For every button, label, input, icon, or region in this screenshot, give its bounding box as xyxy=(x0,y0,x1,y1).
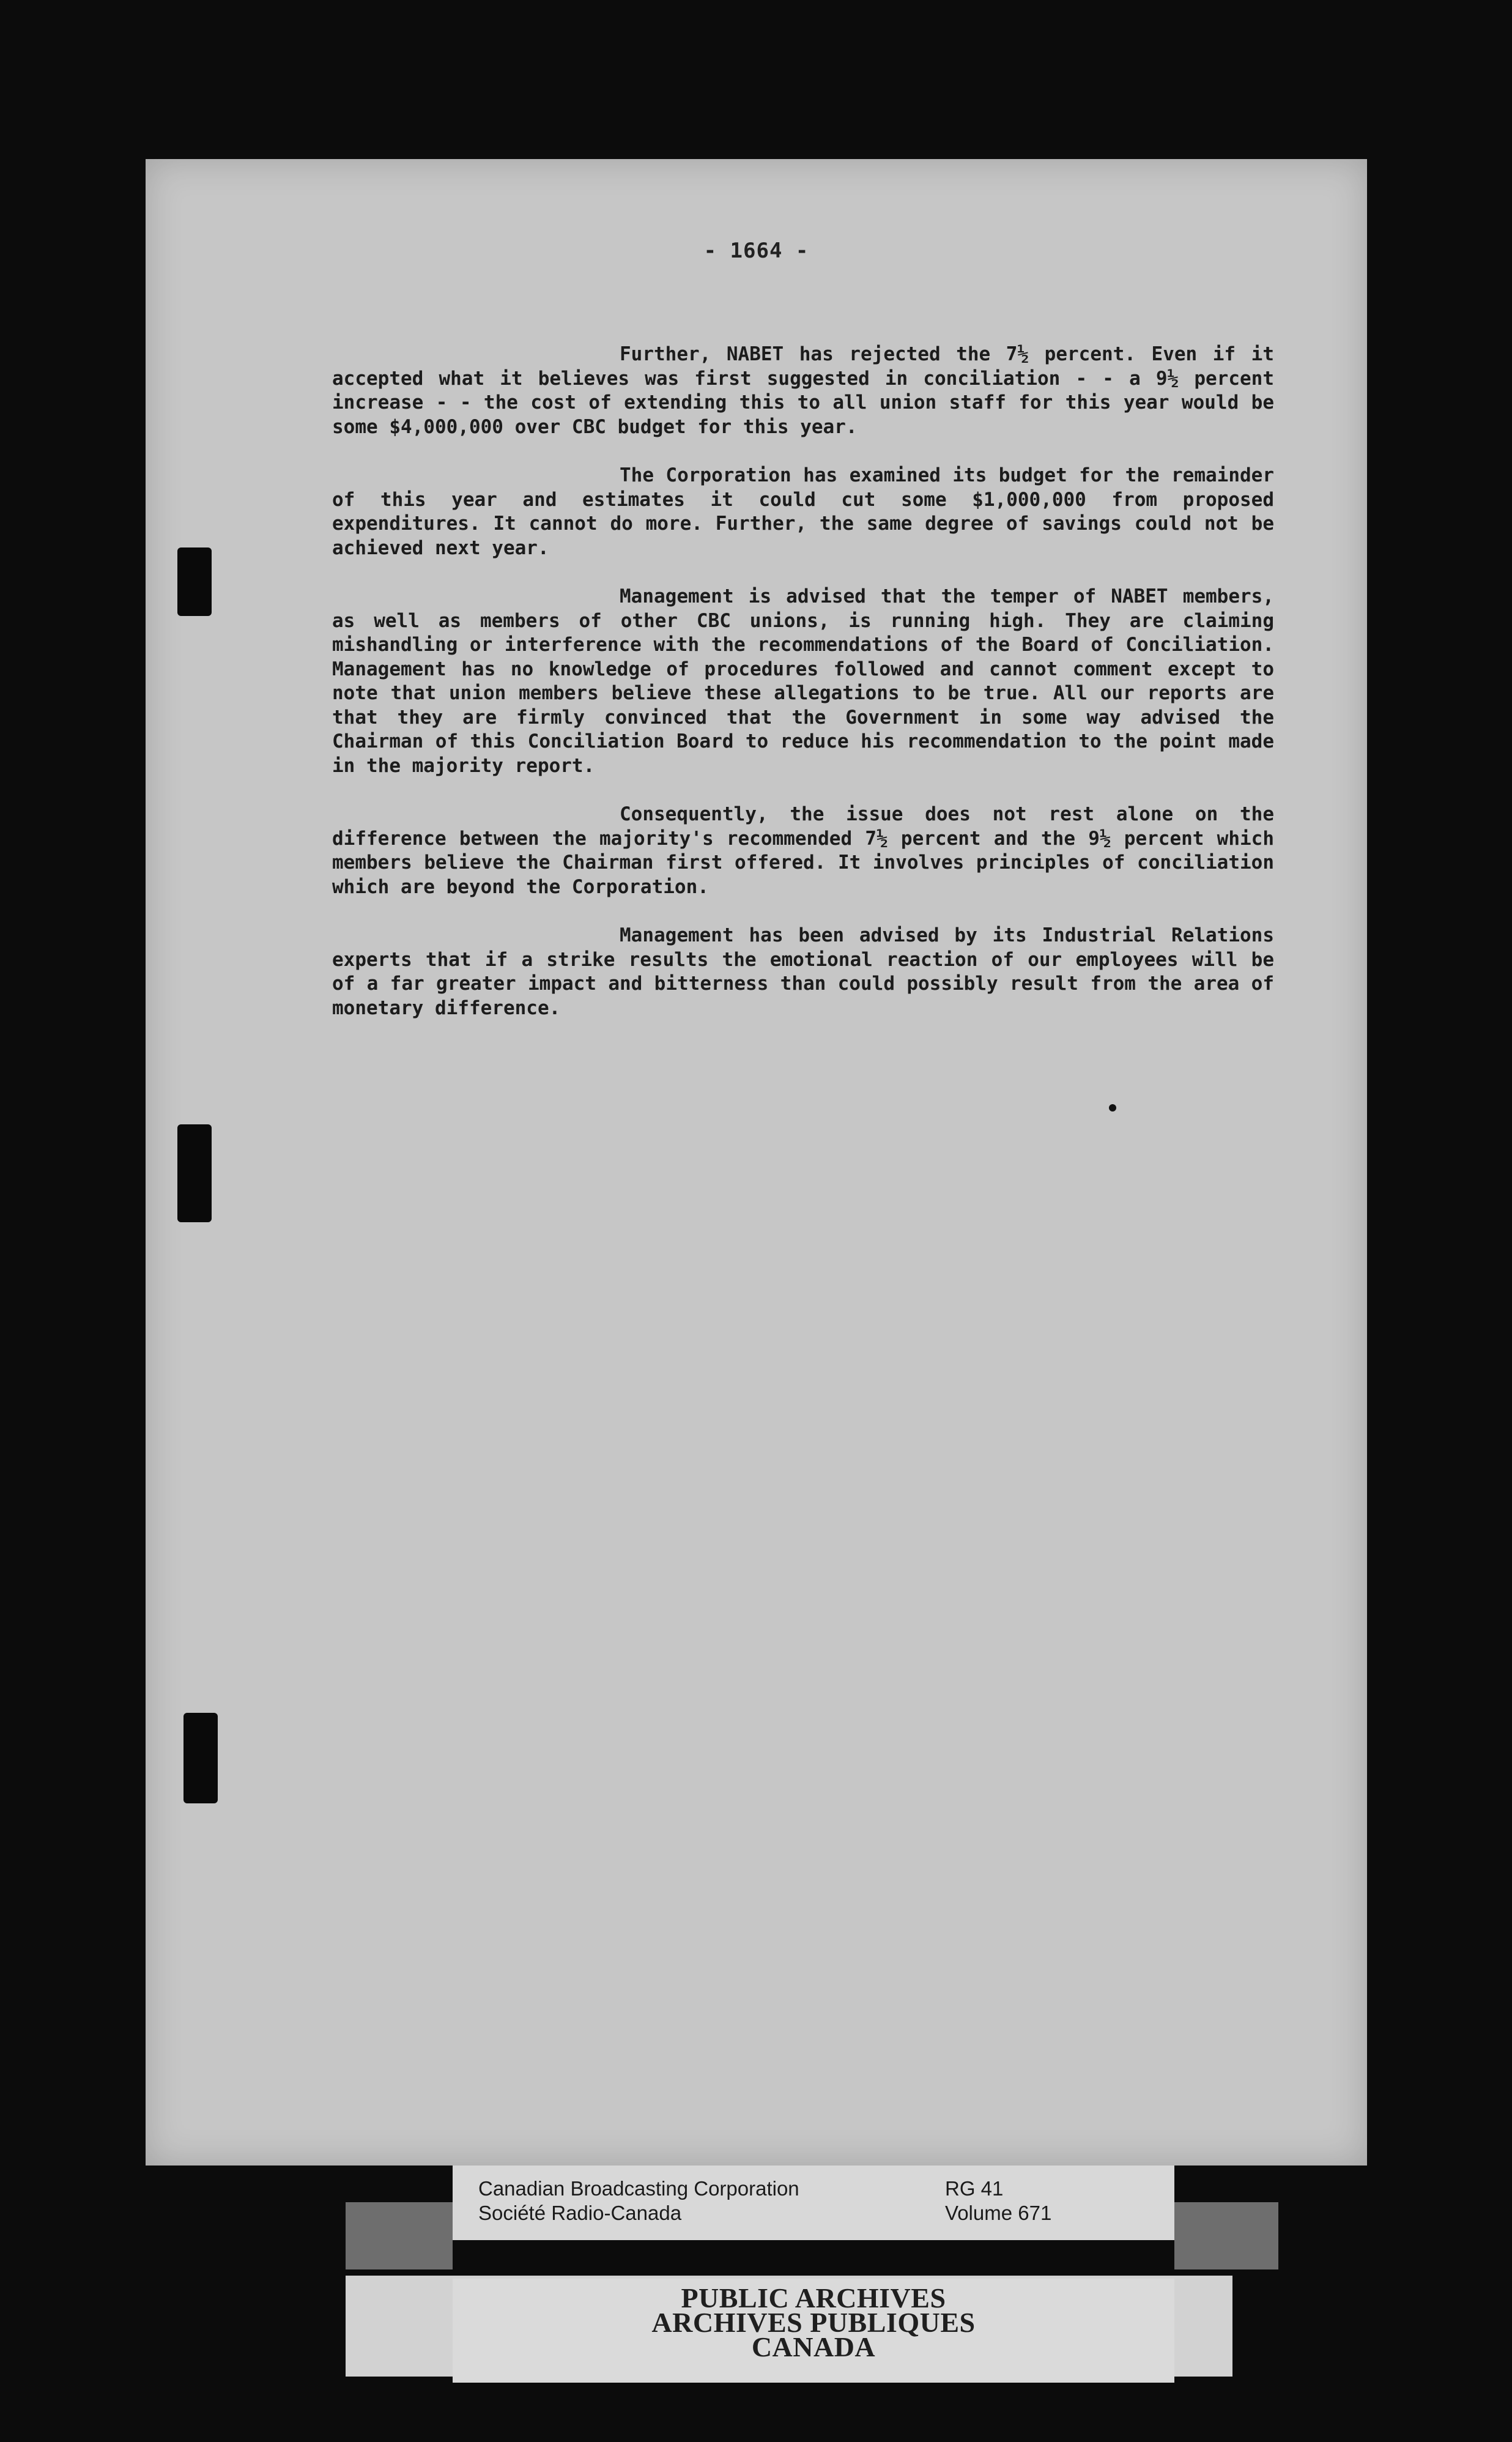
punch-hole-bottom xyxy=(183,1713,218,1803)
stamp-line-3: CANADA xyxy=(751,2331,876,2362)
fonds-french: Société Radio-Canada xyxy=(478,2202,682,2224)
stamp-line-2: ARCHIVES PUBLIQUES xyxy=(651,2307,976,2338)
paragraph-strike-impact: Management has been advised by its Industrial Relations experts that if a strike results the emotional reaction of our employees will be of a far greater impact and bitterness than could possibly result from the area of monetary difference. xyxy=(332,924,1274,1019)
fonds-english: Canadian Broadcasting Corporation xyxy=(478,2177,799,2200)
archive-label-reference xyxy=(945,2177,1051,2225)
paragraph-consequently: Consequently, the issue does not rest alone on the difference between the majority's recommended 7½ percent and the 9½ percent which members believe the Chairman first offered. It involves principles of conciliation which are beyond the Corporation. xyxy=(332,803,1274,898)
label-edge-right xyxy=(1174,2202,1278,2269)
archive-label xyxy=(453,2166,1174,2240)
ink-dot xyxy=(1109,1104,1116,1112)
archive-stamp xyxy=(453,2279,1174,2383)
paragraph-budget: The Corporation has examined its budget for the remainder of this year and estimates it could cut some $1,000,000 from proposed expenditures. It cannot do more. Further, the same degree of savings could not be achieved next year. xyxy=(332,464,1274,559)
document-page xyxy=(146,159,1367,2166)
label-edge-left xyxy=(346,2202,453,2269)
archive-label-fonds xyxy=(478,2177,799,2225)
record-group: RG 41 xyxy=(945,2177,1004,2200)
volume-number: Volume 671 xyxy=(945,2202,1052,2224)
punch-hole-middle xyxy=(177,1124,212,1222)
page-number: - 1664 - xyxy=(703,239,809,263)
punch-hole-top xyxy=(177,547,212,616)
document-body xyxy=(332,343,1274,1045)
stamp-line-1: PUBLIC ARCHIVES xyxy=(681,2282,946,2314)
paragraph-temper: Management is advised that the temper of NABET members, as well as members of other CBC unions, is running high. They are claiming mishandling or interference with the recommendations of the Board of Conciliation. Management has no knowledge of procedures followed and cannot comment except to note that union members believe these allegations to be true. All our reports are that they are firmly convinced that the Government in some way advised the Chairman of this Conciliation Board to reduce his recommendation to the point made in the majority report. xyxy=(332,585,1274,777)
paragraph-nabet-rejection: Further, NABET has rejected the 7½ percent. Even if it accepted what it believes was first suggested in conciliation - - a 9½ percent increase - - the cost of extending this to all union staff for this year would be some $4,000,000 over CBC budget for this year. xyxy=(332,343,1274,438)
